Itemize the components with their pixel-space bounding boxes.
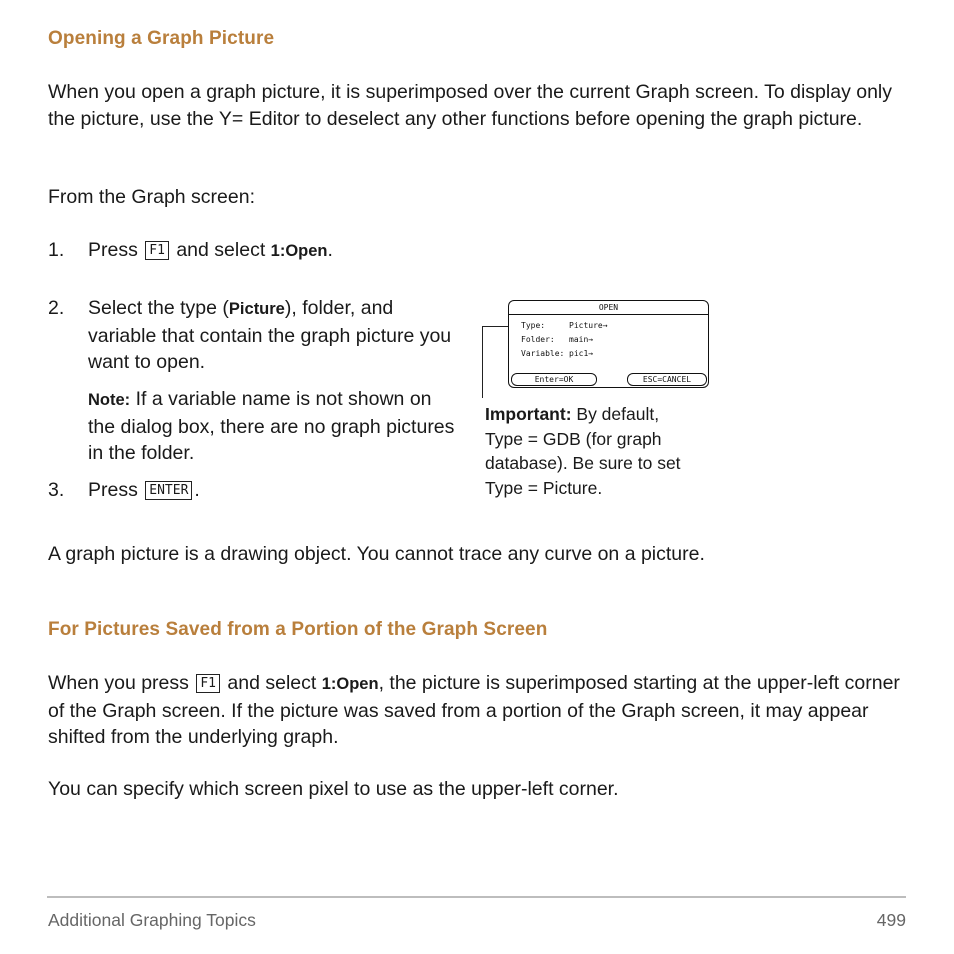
menu-command: 1:Open xyxy=(270,242,328,260)
step-3 xyxy=(48,477,468,504)
enter-key: ENTER xyxy=(145,481,192,500)
f1-key: F1 xyxy=(145,241,169,260)
step-text: Press xyxy=(88,479,144,501)
step-text: . xyxy=(327,239,333,261)
footer-title: Additional Graphing Topics xyxy=(48,910,256,930)
dialog-row-folder-label: Folder: xyxy=(521,335,555,344)
important-callout xyxy=(485,402,695,500)
step-number: 3. xyxy=(48,479,65,501)
drawing-object-paragraph: A graph picture is a drawing object. You cannot trace any curve on a picture. xyxy=(48,543,705,565)
dialog-ok-button: Enter=OK xyxy=(511,373,597,386)
step-text: . xyxy=(194,479,200,501)
dialog-row-variable-value: pic1→ xyxy=(569,349,594,358)
dialog-box xyxy=(508,300,709,388)
important-text: By default, Type = GDB (for graph database). Be sure to set Type = Picture. xyxy=(485,404,681,498)
dialog-title-divider xyxy=(509,314,708,315)
section-heading-opening: Opening a Graph Picture xyxy=(48,28,275,49)
type-value: Picture xyxy=(228,300,285,318)
paragraph-text: and select xyxy=(221,672,322,694)
note-text: If a variable name is not shown on the dialog box, there are no graph pictures in the folder. xyxy=(88,388,455,464)
step-text: Press xyxy=(88,239,144,261)
page-number: 499 xyxy=(876,910,906,930)
step-text: and select xyxy=(170,239,271,261)
step-number: 1. xyxy=(48,239,65,261)
step-2 xyxy=(48,295,468,376)
open-dialog-screenshot xyxy=(482,298,712,393)
portion-paragraph xyxy=(48,670,918,751)
important-label: Important: xyxy=(485,404,572,424)
step-number: 2. xyxy=(48,297,65,319)
paragraph-text: When you press xyxy=(48,672,195,694)
menu-command: 1:Open xyxy=(321,675,379,693)
section-heading-portion: For Pictures Saved from a Portion of the Graph Screen xyxy=(48,619,548,640)
intro-paragraph: When you open a graph picture, it is superimposed over the current Graph screen. To display only the picture, use the Y= Editor to deselect any other functions before opening the graph picture. xyxy=(48,81,893,130)
callout-line-top xyxy=(482,326,508,327)
footer-rule xyxy=(47,896,906,898)
dialog-row-type-value: Picture→ xyxy=(569,321,608,330)
step-1 xyxy=(48,237,478,264)
dialog-cancel-button: ESC=CANCEL xyxy=(627,373,707,386)
note-label: Note: xyxy=(88,391,131,409)
upper-left-paragraph: You can specify which screen pixel to use as the upper-left corner. xyxy=(48,778,619,800)
callout-line xyxy=(482,326,483,398)
dialog-row-type-label: Type: xyxy=(521,321,546,330)
dialog-row-folder-value: main→ xyxy=(569,335,594,344)
f1-key: F1 xyxy=(196,674,220,693)
paragraph-text: , the picture is superimposed starting at the upper-left corner of the Graph screen. If the picture was saved from a portion of the Graph screen, it may appear shifted from the underlying graph. xyxy=(48,672,900,748)
step-text: Select the type ( xyxy=(88,297,229,319)
dialog-row-variable-label: Variable: xyxy=(521,349,565,358)
dialog-title: OPEN xyxy=(598,303,619,312)
step-text: ), folder, and variable that contain the graph picture you want to open. xyxy=(88,297,452,373)
note xyxy=(88,386,458,467)
from-graph-screen-text: From the Graph screen: xyxy=(48,186,255,208)
